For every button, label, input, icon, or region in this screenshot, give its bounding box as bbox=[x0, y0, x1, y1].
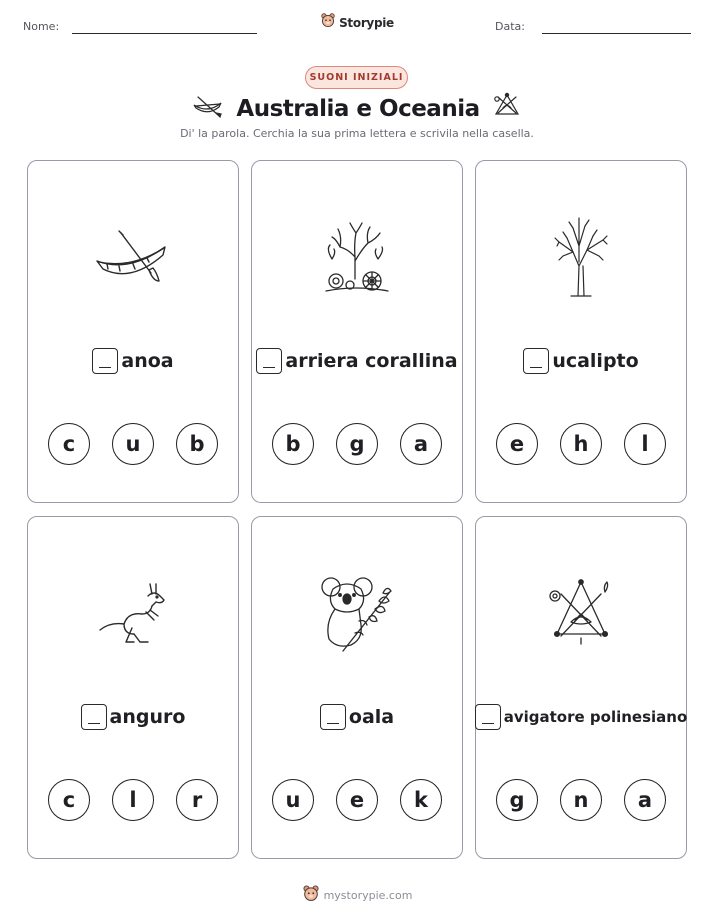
canoe-icon bbox=[93, 227, 173, 292]
answer-box[interactable] bbox=[320, 704, 346, 730]
word-card-2 bbox=[251, 160, 463, 503]
eucalyptus-tree-icon bbox=[551, 216, 611, 303]
footer bbox=[0, 884, 714, 907]
letter-option[interactable]: g bbox=[496, 779, 538, 821]
word-card-4 bbox=[27, 516, 239, 859]
word-card-1 bbox=[27, 160, 239, 503]
page-title: Australia e Oceania bbox=[236, 95, 480, 122]
letter-option[interactable]: k bbox=[400, 779, 442, 821]
letter-option[interactable]: a bbox=[400, 423, 442, 465]
letter-option[interactable]: c bbox=[48, 779, 90, 821]
word-card-5 bbox=[251, 516, 463, 859]
footer-url[interactable]: mystorypie.com bbox=[323, 889, 413, 902]
bear-mascot-icon bbox=[320, 12, 336, 33]
coral-reef-icon bbox=[322, 219, 392, 300]
letter-option[interactable]: e bbox=[336, 779, 378, 821]
brand-name: Storypie bbox=[339, 15, 394, 30]
polynesian-navigator-icon bbox=[492, 92, 522, 125]
word-ending: avigatore polinesiano bbox=[503, 708, 688, 726]
date-line[interactable] bbox=[542, 33, 691, 34]
instructions: Di' la parola. Cerchia la sua prima lettera e scrivila nella casella. bbox=[180, 127, 534, 140]
brand-logo bbox=[0, 12, 714, 33]
letter-option[interactable]: b bbox=[176, 423, 218, 465]
letter-option[interactable]: l bbox=[624, 423, 666, 465]
word-ending: anoa bbox=[121, 350, 174, 372]
koala-icon bbox=[319, 573, 395, 658]
answer-box[interactable] bbox=[475, 704, 501, 730]
polynesian-navigator-icon bbox=[547, 578, 615, 653]
letter-option[interactable]: a bbox=[624, 779, 666, 821]
letter-option[interactable]: l bbox=[112, 779, 154, 821]
word-ending: oala bbox=[348, 706, 395, 728]
word-ending: ucalipto bbox=[552, 350, 639, 372]
answer-box[interactable] bbox=[523, 348, 549, 374]
letter-option[interactable]: g bbox=[336, 423, 378, 465]
letter-option[interactable]: h bbox=[560, 423, 602, 465]
letter-option[interactable]: c bbox=[48, 423, 90, 465]
answer-box[interactable] bbox=[256, 348, 282, 374]
kangaroo-icon bbox=[96, 578, 170, 653]
letter-option[interactable]: r bbox=[176, 779, 218, 821]
word-card-3 bbox=[475, 160, 687, 503]
date-label: Data: bbox=[495, 20, 525, 33]
topic-badge: SUONI INIZIALI bbox=[305, 66, 408, 89]
letter-option[interactable]: e bbox=[496, 423, 538, 465]
bear-mascot-icon bbox=[302, 884, 320, 907]
word-card-6 bbox=[475, 516, 687, 859]
letter-option[interactable]: b bbox=[272, 423, 314, 465]
answer-box[interactable] bbox=[81, 704, 107, 730]
letter-option[interactable]: n bbox=[560, 779, 602, 821]
letter-option[interactable]: u bbox=[112, 423, 154, 465]
name-label: Nome: bbox=[23, 20, 60, 33]
answer-box[interactable] bbox=[92, 348, 118, 374]
canoe-icon bbox=[192, 94, 224, 123]
word-ending: arriera corallina bbox=[285, 350, 458, 372]
letter-option[interactable]: u bbox=[272, 779, 314, 821]
word-ending: anguro bbox=[109, 706, 186, 728]
name-line[interactable] bbox=[72, 33, 257, 34]
